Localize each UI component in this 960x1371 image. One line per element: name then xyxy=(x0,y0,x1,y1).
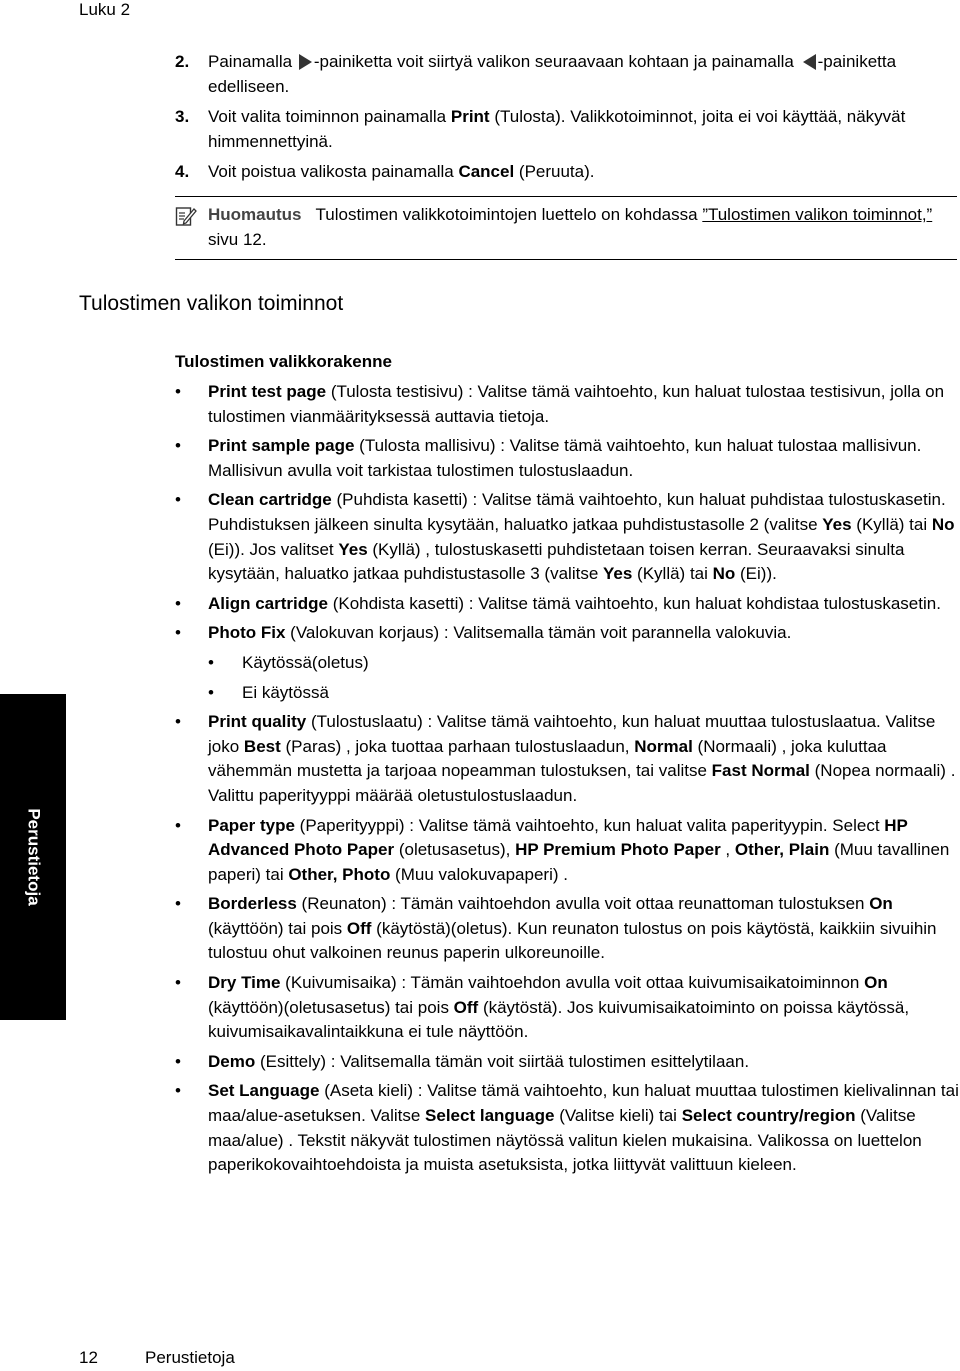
item-text: (käyttöön) tai pois xyxy=(208,918,347,938)
menu-item-list xyxy=(175,380,960,1183)
step-keyword: Print xyxy=(450,107,490,126)
item-text: (Kuivumisaika) : Tämän vaihtoehdon avulla voit ottaa kuivumisaikatoiminnon xyxy=(280,973,865,993)
item-keyword: Select language xyxy=(425,1106,555,1126)
item-keyword: Yes xyxy=(822,514,852,534)
item-name: Borderless xyxy=(208,894,297,914)
note-link[interactable]: ”Tulostimen valikon toiminnot,” xyxy=(702,205,933,224)
bullet: • xyxy=(175,973,181,993)
step-2 xyxy=(175,50,960,99)
bullet: • xyxy=(175,1081,181,1101)
item-text: (Paperityyppi) : Valitse tämä vaihtoehto, kun haluat valita paperityypin. Select xyxy=(294,815,885,835)
bullet: • xyxy=(175,490,181,510)
item-keyword: HP Premium Photo Paper xyxy=(515,840,721,860)
item-name: Align cartridge xyxy=(208,593,328,613)
step-text: Painamalla xyxy=(208,52,297,71)
bullet: • xyxy=(175,436,181,456)
item-name: Print sample page xyxy=(208,436,355,456)
item-name: Paper type xyxy=(208,815,295,835)
step-text: (Tulosta). Valikkotoiminnot, joita ei voi käyttää, näkyvät himmennettyinä. xyxy=(208,107,906,151)
item-text: (Kyllä) tai xyxy=(851,514,932,534)
side-tab-label: Perustietoja xyxy=(24,808,44,906)
item-keyword: Off xyxy=(453,997,479,1017)
bullet: • xyxy=(175,382,181,401)
step-text: Voit valita toiminnon painamalla xyxy=(208,107,451,126)
item-text: (Kyllä) , tulostuskasetti puhdistetaan toisen kerran. Seuraavaksi sinulta kysytään, haluatko jatkaa puhdistustasolle 3 (valitse xyxy=(208,539,905,584)
item-name: Dry Time xyxy=(208,973,281,993)
item-text: (Paras) , joka tuottaa parhaan tulostuslaadun, xyxy=(280,736,635,756)
list-item xyxy=(175,488,960,586)
list-item xyxy=(175,1079,960,1177)
list-item xyxy=(175,621,960,646)
bullet: • xyxy=(175,894,181,914)
item-text: (Normaali) , joka kuluttaa vähemmän mustetta ja tarjoaa nopeamman tulostuksen, tai valitse xyxy=(208,736,887,781)
sub-item-text: Ei käytössä xyxy=(242,682,329,702)
sub-list-item xyxy=(175,681,960,706)
item-keyword: Off xyxy=(346,918,372,938)
item-text: (Muu valokuvapaperi) . xyxy=(390,864,568,884)
note-label: Huomautus xyxy=(208,205,302,224)
item-text: (Kyllä) tai xyxy=(632,564,713,584)
bullet: • xyxy=(175,623,181,643)
step-3 xyxy=(175,105,960,154)
item-keyword: Yes xyxy=(338,539,368,559)
item-name: Photo Fix xyxy=(208,623,286,643)
item-name: Demo xyxy=(208,1051,256,1071)
list-item xyxy=(175,971,960,1045)
page-number: 12 xyxy=(79,1348,98,1367)
section-title: Tulostimen valikon toiminnot xyxy=(79,292,344,315)
note-text: Tulostimen valikkotoimintojen luettelo on kohdassa xyxy=(315,205,703,224)
item-keyword: Select country/region xyxy=(681,1106,856,1126)
item-name: Print test page xyxy=(208,382,327,401)
bullet: • xyxy=(175,593,181,613)
item-text: (Esittely) : Valitsemalla tämän voit siirtää tulostimen esittelytilaan. xyxy=(255,1051,750,1071)
item-text: (Muu tavallinen paperi) tai xyxy=(208,840,950,884)
bullet: • xyxy=(208,682,214,702)
item-text: (Nopea normaali) . Valittu paperityyppi määrää oletustulostuslaadun. xyxy=(208,761,956,805)
list-item xyxy=(175,892,960,966)
item-text: (Tulosta mallisivu) : Valitse tämä vaihtoehto, kun haluat tulostaa mallisivun. Mallisivun avulla voit tarkistaa tulostimen tulostuslaadun. xyxy=(208,436,922,480)
note-top-rule xyxy=(175,196,957,197)
item-keyword: Fast Normal xyxy=(711,761,810,781)
item-keyword: No xyxy=(931,514,955,534)
list-item xyxy=(175,710,960,808)
note-bottom-rule xyxy=(175,259,957,260)
list-item xyxy=(175,434,960,483)
list-item xyxy=(175,592,960,617)
item-text: (käyttöön)(oletusasetus) tai pois xyxy=(208,997,454,1017)
step-text: -painiketta voit siirtyä valikon seuraavaan kohtaan ja painamalla xyxy=(313,52,799,71)
item-name: Print quality xyxy=(208,712,307,732)
item-keyword: Best xyxy=(243,736,281,756)
item-keyword: Yes xyxy=(603,564,633,584)
chapter-label: Luku 2 xyxy=(79,0,131,19)
item-keyword: HP Advanced Photo Paper xyxy=(208,815,908,860)
list-item xyxy=(175,1050,960,1075)
structure-title: Tulostimen valikkorakenne xyxy=(175,352,392,371)
note-tail: sivu 12. xyxy=(208,229,267,249)
item-text: (Aseta kieli) : Valitse tämä vaihtoehto, kun haluat muuttaa tulostimen kielivalinnan tai maa/alue-asetuksen. Valitse xyxy=(208,1081,959,1126)
list-item xyxy=(175,380,960,429)
item-keyword: On xyxy=(869,894,893,914)
note-box xyxy=(175,203,957,252)
left-arrow-icon xyxy=(803,54,816,70)
item-text: (Valitse kieli) tai xyxy=(554,1106,682,1126)
list-item xyxy=(175,814,960,888)
step-4 xyxy=(175,160,960,185)
item-text: (Valokuvan korjaus) : Valitsemalla tämän voit parannella valokuvia. xyxy=(285,623,792,643)
item-keyword: Normal xyxy=(634,736,693,756)
item-text: (käytöstä). Jos kuivumisaikatoiminto on poissa käytössä, kuivumisaikavalintaikkuna ei tule näyttöön. xyxy=(208,997,910,1042)
item-name: Set Language xyxy=(208,1081,320,1101)
bullet: • xyxy=(175,815,181,835)
step-number: 4. xyxy=(175,162,190,181)
right-arrow-icon xyxy=(299,54,312,70)
item-text: (Ei)). Jos valitset xyxy=(208,539,339,559)
note-pencil-icon xyxy=(175,205,197,227)
step-text: -painiketta edelliseen. xyxy=(208,52,897,96)
item-text: , xyxy=(720,840,735,860)
item-text: (oletusasetus), xyxy=(394,840,516,860)
item-text: (Tulosta testisivu) : Valitse tämä vaihtoehto, kun haluat tulostaa testisivun, jolla on tulostimen vianmäärityksessä auttavia tietoja. xyxy=(208,382,945,426)
item-keyword: On xyxy=(864,973,888,993)
step-text: (Peruuta). xyxy=(514,162,595,181)
item-keyword: Other, Plain xyxy=(734,840,830,860)
step-number: 2. xyxy=(175,52,190,71)
bullet: • xyxy=(175,712,181,732)
step-number: 3. xyxy=(175,107,190,126)
sub-item-text: Käytössä(oletus) xyxy=(242,652,369,672)
bullet: • xyxy=(175,1051,181,1071)
item-text: (Ei)). xyxy=(735,564,777,584)
item-text: (Reunaton) : Tämän vaihtoehdon avulla voit ottaa reunattoman tulostuksen xyxy=(296,894,870,914)
item-name: Clean cartridge xyxy=(208,490,332,510)
step-text: Voit poistua valikosta painamalla xyxy=(208,162,459,181)
step-keyword: Cancel xyxy=(458,162,515,181)
item-text: (Puhdista kasetti) : Valitse tämä vaihtoehto, kun haluat puhdistaa tulostuskasetin. Puhdistuksen jälkeen sinulta kysytään, haluatko jatkaa puhdistustasolle 2 (valitse xyxy=(208,490,946,534)
side-tab xyxy=(0,694,66,1020)
item-keyword: No xyxy=(712,564,736,584)
item-text: (Kohdista kasetti) : Valitse tämä vaihtoehto, kun haluat kohdistaa tulostuskasetin. xyxy=(327,593,941,613)
item-keyword: Other, Photo xyxy=(288,864,391,884)
item-text: (Tulostuslaatu) : Valitse tämä vaihtoehto, kun haluat muuttaa tulostuslaatua. Valitse joko xyxy=(208,712,936,756)
item-text: (käytöstä)(oletus). Kun reunaton tulostus on pois käytöstä, kaikkiin sivuihin tulostuu ohut valkoinen reunus paperin ulkoreunoille. xyxy=(208,918,937,963)
sub-list-item xyxy=(175,651,960,676)
footer-section: Perustietoja xyxy=(145,1348,235,1367)
item-text: (Valitse maa/alue) . Tekstit näkyvät tulostimen näytössä valitun kielen mukaisina. Valikossa on luettelon paperikokovaihtoehdoista ja muista asetuksista, jotka liittyvät valittuun kieleen. xyxy=(208,1106,922,1175)
bullet: • xyxy=(208,652,214,672)
